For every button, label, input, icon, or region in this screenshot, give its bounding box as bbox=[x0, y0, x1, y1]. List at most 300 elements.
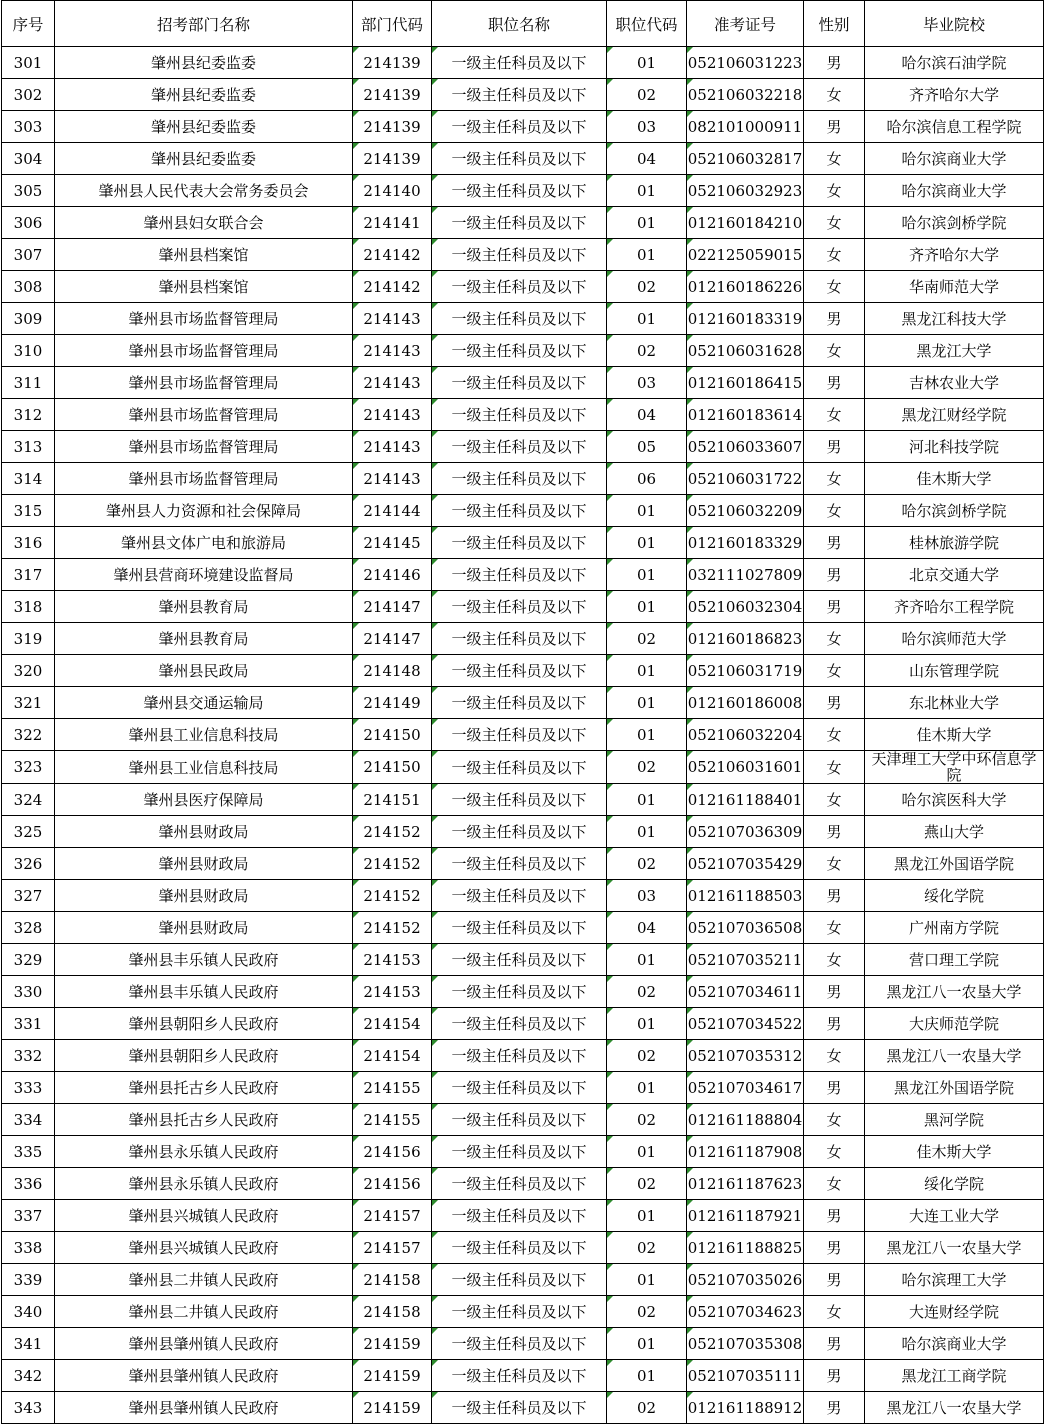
table-row bbox=[2, 463, 1044, 495]
position-code-cell: 04 bbox=[607, 399, 687, 431]
school-cell: 哈尔滨石油学院 bbox=[865, 47, 1044, 79]
school-cell: 广州南方学院 bbox=[865, 912, 1044, 944]
table-header bbox=[2, 1, 1044, 47]
index-cell: 310 bbox=[2, 335, 55, 367]
index-cell: 324 bbox=[2, 784, 55, 816]
position-code-cell: 03 bbox=[607, 880, 687, 912]
school-cell: 齐齐哈尔工程学院 bbox=[865, 591, 1044, 623]
index-cell: 333 bbox=[2, 1072, 55, 1104]
table-row bbox=[2, 1360, 1044, 1392]
gender-cell: 女 bbox=[804, 1040, 865, 1072]
position-cell: 一级主任科员及以下 bbox=[432, 303, 607, 335]
position-code-cell: 02 bbox=[607, 1232, 687, 1264]
table-body bbox=[2, 47, 1044, 1424]
dept-code-cell: 214157 bbox=[353, 1200, 432, 1232]
department-cell: 肇州县朝阳乡人民政府 bbox=[55, 1008, 353, 1040]
department-cell: 肇州县市场监督管理局 bbox=[55, 431, 353, 463]
department-cell: 肇州县市场监督管理局 bbox=[55, 399, 353, 431]
index-cell: 323 bbox=[2, 751, 55, 784]
dept-code-cell: 214146 bbox=[353, 559, 432, 591]
dept-code-cell: 214159 bbox=[353, 1360, 432, 1392]
school-cell: 大连财经学院 bbox=[865, 1296, 1044, 1328]
position-code-cell: 02 bbox=[607, 623, 687, 655]
gender-cell: 男 bbox=[804, 1360, 865, 1392]
position-code-cell: 01 bbox=[607, 527, 687, 559]
table-row bbox=[2, 976, 1044, 1008]
position-code-cell: 01 bbox=[607, 175, 687, 207]
dept-code-cell: 214152 bbox=[353, 880, 432, 912]
school-cell: 佳木斯大学 bbox=[865, 463, 1044, 495]
position-cell: 一级主任科员及以下 bbox=[432, 527, 607, 559]
index-cell: 302 bbox=[2, 79, 55, 111]
school-cell: 黑龙江八一农垦大学 bbox=[865, 976, 1044, 1008]
position-code-cell: 02 bbox=[607, 1168, 687, 1200]
position-cell: 一级主任科员及以下 bbox=[432, 1328, 607, 1360]
table-row bbox=[2, 207, 1044, 239]
table-row bbox=[2, 912, 1044, 944]
position-code-cell: 02 bbox=[607, 1392, 687, 1424]
index-cell: 303 bbox=[2, 111, 55, 143]
index-cell: 328 bbox=[2, 912, 55, 944]
gender-cell: 女 bbox=[804, 848, 865, 880]
gender-cell: 女 bbox=[804, 751, 865, 784]
gender-cell: 女 bbox=[804, 1296, 865, 1328]
table-row bbox=[2, 431, 1044, 463]
gender-cell: 女 bbox=[804, 239, 865, 271]
dept-code-cell: 214145 bbox=[353, 527, 432, 559]
ticket-no-cell: 052107034611 bbox=[687, 976, 804, 1008]
dept-code-cell: 214139 bbox=[353, 47, 432, 79]
index-cell: 320 bbox=[2, 655, 55, 687]
position-cell: 一级主任科员及以下 bbox=[432, 848, 607, 880]
table-row bbox=[2, 655, 1044, 687]
gender-cell: 男 bbox=[804, 431, 865, 463]
department-cell: 肇州县文体广电和旅游局 bbox=[55, 527, 353, 559]
school-cell: 哈尔滨商业大学 bbox=[865, 143, 1044, 175]
index-cell: 313 bbox=[2, 431, 55, 463]
gender-cell: 女 bbox=[804, 1168, 865, 1200]
ticket-no-cell: 012160183614 bbox=[687, 399, 804, 431]
table-row bbox=[2, 944, 1044, 976]
gender-cell: 男 bbox=[804, 527, 865, 559]
position-code-cell: 01 bbox=[607, 303, 687, 335]
dept-code-cell: 214143 bbox=[353, 367, 432, 399]
table-row bbox=[2, 399, 1044, 431]
header-row bbox=[2, 1, 1044, 47]
dept-code-cell: 214139 bbox=[353, 79, 432, 111]
gender-cell: 男 bbox=[804, 816, 865, 848]
position-code-cell: 03 bbox=[607, 111, 687, 143]
results-table bbox=[1, 0, 1044, 1424]
school-cell: 齐齐哈尔大学 bbox=[865, 79, 1044, 111]
index-cell: 301 bbox=[2, 47, 55, 79]
dept-code-cell: 214159 bbox=[353, 1392, 432, 1424]
gender-cell: 女 bbox=[804, 912, 865, 944]
ticket-no-cell: 052107036508 bbox=[687, 912, 804, 944]
department-cell: 肇州县肇州镇人民政府 bbox=[55, 1328, 353, 1360]
ticket-no-cell: 012161187921 bbox=[687, 1200, 804, 1232]
index-cell: 339 bbox=[2, 1264, 55, 1296]
gender-cell: 男 bbox=[804, 1008, 865, 1040]
header-col-school: 毕业院校 bbox=[865, 1, 1044, 47]
gender-cell: 男 bbox=[804, 1232, 865, 1264]
table-row bbox=[2, 816, 1044, 848]
school-cell: 黑龙江八一农垦大学 bbox=[865, 1232, 1044, 1264]
index-cell: 325 bbox=[2, 816, 55, 848]
position-code-cell: 01 bbox=[607, 47, 687, 79]
position-code-cell: 05 bbox=[607, 431, 687, 463]
index-cell: 316 bbox=[2, 527, 55, 559]
table-row bbox=[2, 623, 1044, 655]
ticket-no-cell: 012160184210 bbox=[687, 207, 804, 239]
position-code-cell: 02 bbox=[607, 1296, 687, 1328]
position-code-cell: 01 bbox=[607, 559, 687, 591]
position-cell: 一级主任科员及以下 bbox=[432, 1104, 607, 1136]
position-code-cell: 01 bbox=[607, 1008, 687, 1040]
dept-code-cell: 214142 bbox=[353, 271, 432, 303]
gender-cell: 女 bbox=[804, 719, 865, 751]
department-cell: 肇州县市场监督管理局 bbox=[55, 303, 353, 335]
table-row bbox=[2, 591, 1044, 623]
department-cell: 肇州县档案馆 bbox=[55, 271, 353, 303]
ticket-no-cell: 052106031223 bbox=[687, 47, 804, 79]
gender-cell: 女 bbox=[804, 784, 865, 816]
position-code-cell: 04 bbox=[607, 143, 687, 175]
index-cell: 332 bbox=[2, 1040, 55, 1072]
index-cell: 317 bbox=[2, 559, 55, 591]
ticket-no-cell: 012160183329 bbox=[687, 527, 804, 559]
position-cell: 一级主任科员及以下 bbox=[432, 1232, 607, 1264]
ticket-no-cell: 052107034617 bbox=[687, 1072, 804, 1104]
position-cell: 一级主任科员及以下 bbox=[432, 431, 607, 463]
position-code-cell: 01 bbox=[607, 1264, 687, 1296]
position-code-cell: 02 bbox=[607, 751, 687, 784]
header-col-position-code: 职位代码 bbox=[607, 1, 687, 47]
position-cell: 一级主任科员及以下 bbox=[432, 784, 607, 816]
department-cell: 肇州县二井镇人民政府 bbox=[55, 1296, 353, 1328]
position-cell: 一级主任科员及以下 bbox=[432, 751, 607, 784]
department-cell: 肇州县档案馆 bbox=[55, 239, 353, 271]
department-cell: 肇州县兴城镇人民政府 bbox=[55, 1232, 353, 1264]
department-cell: 肇州县永乐镇人民政府 bbox=[55, 1136, 353, 1168]
school-cell: 齐齐哈尔大学 bbox=[865, 239, 1044, 271]
table-row bbox=[2, 687, 1044, 719]
dept-code-cell: 214153 bbox=[353, 944, 432, 976]
table-row bbox=[2, 303, 1044, 335]
ticket-no-cell: 052106032204 bbox=[687, 719, 804, 751]
department-cell: 肇州县肇州镇人民政府 bbox=[55, 1392, 353, 1424]
header-col-ticket-no: 准考证号 bbox=[687, 1, 804, 47]
table-row bbox=[2, 143, 1044, 175]
department-cell: 肇州县纪委监委 bbox=[55, 79, 353, 111]
table-row bbox=[2, 784, 1044, 816]
position-code-cell: 01 bbox=[607, 1136, 687, 1168]
table-row bbox=[2, 1392, 1044, 1424]
index-cell: 342 bbox=[2, 1360, 55, 1392]
position-cell: 一级主任科员及以下 bbox=[432, 1392, 607, 1424]
table-row bbox=[2, 1136, 1044, 1168]
position-code-cell: 01 bbox=[607, 1200, 687, 1232]
gender-cell: 女 bbox=[804, 335, 865, 367]
department-cell: 肇州县人力资源和社会保障局 bbox=[55, 495, 353, 527]
gender-cell: 女 bbox=[804, 399, 865, 431]
position-code-cell: 01 bbox=[607, 944, 687, 976]
position-code-cell: 01 bbox=[607, 655, 687, 687]
position-cell: 一级主任科员及以下 bbox=[432, 367, 607, 399]
school-cell: 大连工业大学 bbox=[865, 1200, 1044, 1232]
school-cell: 佳木斯大学 bbox=[865, 1136, 1044, 1168]
dept-code-cell: 214150 bbox=[353, 719, 432, 751]
table-row bbox=[2, 367, 1044, 399]
table-row bbox=[2, 271, 1044, 303]
position-code-cell: 01 bbox=[607, 1072, 687, 1104]
table-row bbox=[2, 335, 1044, 367]
position-code-cell: 01 bbox=[607, 239, 687, 271]
gender-cell: 女 bbox=[804, 1104, 865, 1136]
ticket-no-cell: 012161188401 bbox=[687, 784, 804, 816]
position-code-cell: 04 bbox=[607, 912, 687, 944]
ticket-no-cell: 052107035429 bbox=[687, 848, 804, 880]
ticket-no-cell: 012160183319 bbox=[687, 303, 804, 335]
position-code-cell: 01 bbox=[607, 816, 687, 848]
department-cell: 肇州县民政局 bbox=[55, 655, 353, 687]
table-row bbox=[2, 1200, 1044, 1232]
position-cell: 一级主任科员及以下 bbox=[432, 1008, 607, 1040]
position-cell: 一级主任科员及以下 bbox=[432, 239, 607, 271]
index-cell: 308 bbox=[2, 271, 55, 303]
index-cell: 322 bbox=[2, 719, 55, 751]
gender-cell: 女 bbox=[804, 79, 865, 111]
dept-code-cell: 214143 bbox=[353, 399, 432, 431]
school-cell: 黑龙江大学 bbox=[865, 335, 1044, 367]
position-code-cell: 03 bbox=[607, 367, 687, 399]
department-cell: 肇州县朝阳乡人民政府 bbox=[55, 1040, 353, 1072]
table-row bbox=[2, 1168, 1044, 1200]
school-cell: 河北科技学院 bbox=[865, 431, 1044, 463]
ticket-no-cell: 012161188503 bbox=[687, 880, 804, 912]
position-code-cell: 02 bbox=[607, 848, 687, 880]
index-cell: 336 bbox=[2, 1168, 55, 1200]
department-cell: 肇州县纪委监委 bbox=[55, 143, 353, 175]
school-cell: 黑龙江八一农垦大学 bbox=[865, 1040, 1044, 1072]
department-cell: 肇州县兴城镇人民政府 bbox=[55, 1200, 353, 1232]
department-cell: 肇州县妇女联合会 bbox=[55, 207, 353, 239]
ticket-no-cell: 052107036309 bbox=[687, 816, 804, 848]
dept-code-cell: 214158 bbox=[353, 1264, 432, 1296]
dept-code-cell: 214156 bbox=[353, 1136, 432, 1168]
position-cell: 一级主任科员及以下 bbox=[432, 1296, 607, 1328]
position-cell: 一级主任科员及以下 bbox=[432, 944, 607, 976]
ticket-no-cell: 012160186008 bbox=[687, 687, 804, 719]
index-cell: 337 bbox=[2, 1200, 55, 1232]
dept-code-cell: 214147 bbox=[353, 623, 432, 655]
gender-cell: 男 bbox=[804, 880, 865, 912]
index-cell: 305 bbox=[2, 175, 55, 207]
position-code-cell: 02 bbox=[607, 1040, 687, 1072]
ticket-no-cell: 052106032817 bbox=[687, 143, 804, 175]
table-row bbox=[2, 79, 1044, 111]
position-cell: 一级主任科员及以下 bbox=[432, 1168, 607, 1200]
table-row bbox=[2, 1296, 1044, 1328]
school-cell: 桂林旅游学院 bbox=[865, 527, 1044, 559]
school-cell: 黑龙江八一农垦大学 bbox=[865, 1392, 1044, 1424]
dept-code-cell: 214152 bbox=[353, 912, 432, 944]
gender-cell: 男 bbox=[804, 1072, 865, 1104]
department-cell: 肇州县托古乡人民政府 bbox=[55, 1104, 353, 1136]
gender-cell: 男 bbox=[804, 111, 865, 143]
dept-code-cell: 214158 bbox=[353, 1296, 432, 1328]
position-cell: 一级主任科员及以下 bbox=[432, 1200, 607, 1232]
position-cell: 一级主任科员及以下 bbox=[432, 912, 607, 944]
dept-code-cell: 214143 bbox=[353, 335, 432, 367]
department-cell: 肇州县二井镇人民政府 bbox=[55, 1264, 353, 1296]
school-cell: 黑河学院 bbox=[865, 1104, 1044, 1136]
index-cell: 321 bbox=[2, 687, 55, 719]
dept-code-cell: 214143 bbox=[353, 431, 432, 463]
position-cell: 一级主任科员及以下 bbox=[432, 655, 607, 687]
dept-code-cell: 214156 bbox=[353, 1168, 432, 1200]
gender-cell: 女 bbox=[804, 623, 865, 655]
school-cell: 天津理工大学中环信息学院 bbox=[865, 751, 1044, 784]
position-code-cell: 01 bbox=[607, 784, 687, 816]
school-cell: 哈尔滨师范大学 bbox=[865, 623, 1044, 655]
header-col-department: 招考部门名称 bbox=[55, 1, 353, 47]
table-row bbox=[2, 1232, 1044, 1264]
school-cell: 黑龙江工商学院 bbox=[865, 1360, 1044, 1392]
school-cell: 哈尔滨商业大学 bbox=[865, 175, 1044, 207]
index-cell: 314 bbox=[2, 463, 55, 495]
index-cell: 327 bbox=[2, 880, 55, 912]
ticket-no-cell: 052107035026 bbox=[687, 1264, 804, 1296]
position-cell: 一级主任科员及以下 bbox=[432, 111, 607, 143]
table-row bbox=[2, 719, 1044, 751]
position-cell: 一级主任科员及以下 bbox=[432, 719, 607, 751]
ticket-no-cell: 052106033607 bbox=[687, 431, 804, 463]
dept-code-cell: 214159 bbox=[353, 1328, 432, 1360]
ticket-no-cell: 082101000911 bbox=[687, 111, 804, 143]
position-code-cell: 01 bbox=[607, 495, 687, 527]
dept-code-cell: 214155 bbox=[353, 1104, 432, 1136]
ticket-no-cell: 012160186415 bbox=[687, 367, 804, 399]
table-row bbox=[2, 175, 1044, 207]
gender-cell: 男 bbox=[804, 591, 865, 623]
dept-code-cell: 214155 bbox=[353, 1072, 432, 1104]
dept-code-cell: 214154 bbox=[353, 1040, 432, 1072]
position-code-cell: 02 bbox=[607, 271, 687, 303]
position-cell: 一级主任科员及以下 bbox=[432, 399, 607, 431]
table-row bbox=[2, 751, 1044, 784]
position-code-cell: 02 bbox=[607, 335, 687, 367]
department-cell: 肇州县教育局 bbox=[55, 591, 353, 623]
dept-code-cell: 214149 bbox=[353, 687, 432, 719]
dept-code-cell: 214152 bbox=[353, 848, 432, 880]
school-cell: 山东管理学院 bbox=[865, 655, 1044, 687]
index-cell: 343 bbox=[2, 1392, 55, 1424]
index-cell: 341 bbox=[2, 1328, 55, 1360]
dept-code-cell: 214144 bbox=[353, 495, 432, 527]
dept-code-cell: 214148 bbox=[353, 655, 432, 687]
position-cell: 一级主任科员及以下 bbox=[432, 1072, 607, 1104]
gender-cell: 女 bbox=[804, 143, 865, 175]
dept-code-cell: 214154 bbox=[353, 1008, 432, 1040]
position-cell: 一级主任科员及以下 bbox=[432, 880, 607, 912]
gender-cell: 女 bbox=[804, 944, 865, 976]
table-row bbox=[2, 1072, 1044, 1104]
gender-cell: 男 bbox=[804, 687, 865, 719]
ticket-no-cell: 012161188825 bbox=[687, 1232, 804, 1264]
department-cell: 肇州县工业信息科技局 bbox=[55, 719, 353, 751]
table-row bbox=[2, 239, 1044, 271]
department-cell: 肇州县肇州镇人民政府 bbox=[55, 1360, 353, 1392]
table-row bbox=[2, 1008, 1044, 1040]
dept-code-cell: 214157 bbox=[353, 1232, 432, 1264]
header-col-dept-code: 部门代码 bbox=[353, 1, 432, 47]
dept-code-cell: 214142 bbox=[353, 239, 432, 271]
gender-cell: 男 bbox=[804, 976, 865, 1008]
position-cell: 一级主任科员及以下 bbox=[432, 623, 607, 655]
position-cell: 一级主任科员及以下 bbox=[432, 1360, 607, 1392]
table-row bbox=[2, 1264, 1044, 1296]
index-cell: 306 bbox=[2, 207, 55, 239]
school-cell: 哈尔滨理工大学 bbox=[865, 1264, 1044, 1296]
department-cell: 肇州县丰乐镇人民政府 bbox=[55, 976, 353, 1008]
department-cell: 肇州县财政局 bbox=[55, 880, 353, 912]
ticket-no-cell: 052107034522 bbox=[687, 1008, 804, 1040]
department-cell: 肇州县工业信息科技局 bbox=[55, 751, 353, 784]
dept-code-cell: 214150 bbox=[353, 751, 432, 784]
position-code-cell: 02 bbox=[607, 79, 687, 111]
table-row bbox=[2, 495, 1044, 527]
gender-cell: 女 bbox=[804, 175, 865, 207]
ticket-no-cell: 052106032218 bbox=[687, 79, 804, 111]
ticket-no-cell: 052106031601 bbox=[687, 751, 804, 784]
ticket-no-cell: 052107035111 bbox=[687, 1360, 804, 1392]
gender-cell: 男 bbox=[804, 47, 865, 79]
position-code-cell: 06 bbox=[607, 463, 687, 495]
dept-code-cell: 214140 bbox=[353, 175, 432, 207]
position-code-cell: 01 bbox=[607, 1360, 687, 1392]
header-col-position: 职位名称 bbox=[432, 1, 607, 47]
ticket-no-cell: 012161188804 bbox=[687, 1104, 804, 1136]
dept-code-cell: 214139 bbox=[353, 111, 432, 143]
position-cell: 一级主任科员及以下 bbox=[432, 1040, 607, 1072]
index-cell: 315 bbox=[2, 495, 55, 527]
ticket-no-cell: 012160186226 bbox=[687, 271, 804, 303]
dept-code-cell: 214147 bbox=[353, 591, 432, 623]
school-cell: 哈尔滨剑桥学院 bbox=[865, 207, 1044, 239]
ticket-no-cell: 052106032923 bbox=[687, 175, 804, 207]
department-cell: 肇州县教育局 bbox=[55, 623, 353, 655]
school-cell: 哈尔滨信息工程学院 bbox=[865, 111, 1044, 143]
table-row bbox=[2, 527, 1044, 559]
ticket-no-cell: 052107035211 bbox=[687, 944, 804, 976]
position-cell: 一级主任科员及以下 bbox=[432, 591, 607, 623]
department-cell: 肇州县丰乐镇人民政府 bbox=[55, 944, 353, 976]
ticket-no-cell: 052107035312 bbox=[687, 1040, 804, 1072]
gender-cell: 女 bbox=[804, 495, 865, 527]
department-cell: 肇州县市场监督管理局 bbox=[55, 463, 353, 495]
index-cell: 319 bbox=[2, 623, 55, 655]
dept-code-cell: 214143 bbox=[353, 463, 432, 495]
department-cell: 肇州县医疗保障局 bbox=[55, 784, 353, 816]
index-cell: 309 bbox=[2, 303, 55, 335]
table-row bbox=[2, 1328, 1044, 1360]
index-cell: 318 bbox=[2, 591, 55, 623]
position-cell: 一级主任科员及以下 bbox=[432, 143, 607, 175]
position-cell: 一级主任科员及以下 bbox=[432, 47, 607, 79]
school-cell: 佳木斯大学 bbox=[865, 719, 1044, 751]
school-cell: 吉林农业大学 bbox=[865, 367, 1044, 399]
